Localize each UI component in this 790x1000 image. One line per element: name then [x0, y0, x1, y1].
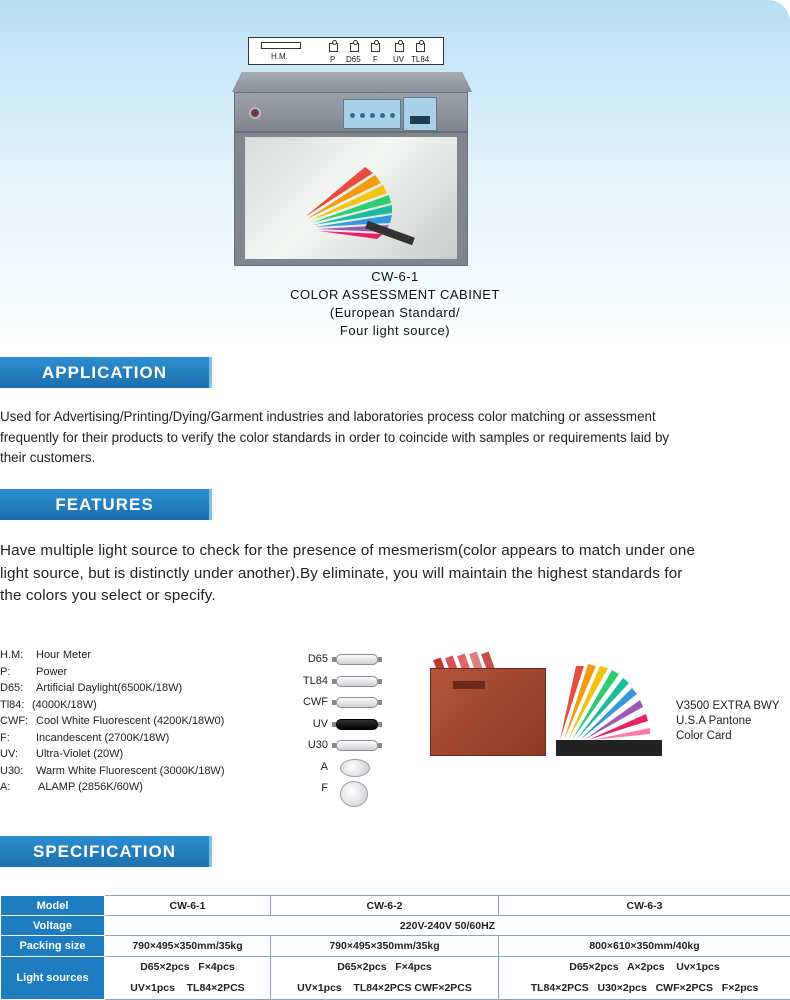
caption-model: CW-6-1 — [371, 269, 419, 284]
uv-tube-icon — [336, 719, 378, 730]
fluorescent-tube-icon — [336, 740, 378, 751]
color-fan-icon — [295, 157, 425, 247]
legend-value: Hour Meter — [36, 649, 92, 661]
features-line-1: Have multiple light source to check for the presence of mesmerism(color appears to match under one — [0, 542, 696, 559]
light-sources-line: D65×2pcs A×2pcs Uv×1pcs — [569, 961, 720, 973]
caption-line3: (European Standard/ — [329, 305, 461, 320]
lamp-label: U30 — [307, 739, 328, 751]
voltage-cell: 220V-240V 50/60HZ — [105, 916, 790, 936]
product-caption — [0, 268, 790, 340]
table-row — [1, 896, 790, 916]
lamp-row-u30 — [296, 736, 396, 758]
legend-row — [0, 765, 290, 782]
legend-row — [0, 748, 290, 765]
row-label-packing: Packing size — [1, 936, 105, 957]
packing-cell: 800×610×350mm/40kg — [499, 936, 790, 957]
panel-label-tl84: TL84 — [411, 55, 430, 64]
lamp-label: D65 — [307, 653, 328, 665]
fluorescent-tube-icon — [336, 654, 378, 665]
legend-key: U30: — [0, 764, 24, 777]
color-assessment-cabinet-image — [232, 72, 472, 270]
panel-button-uv — [395, 43, 404, 52]
hour-meter-box — [261, 42, 301, 49]
panel-button-d65 — [350, 43, 359, 52]
table-row — [1, 916, 790, 936]
panel-label-uv: UV — [393, 55, 405, 64]
legend-key: CWF: — [0, 715, 29, 727]
incandescent-bulb-icon — [340, 781, 368, 807]
legend-value: Warm White Fluorescent (3000K/18W) — [36, 764, 225, 777]
legend-row — [0, 715, 290, 732]
specification-heading: SPECIFICATION — [0, 836, 209, 867]
legend-value: Power — [36, 665, 68, 678]
row-label-model: Model — [1, 896, 105, 916]
application-line-2: frequently for their products to verify the color standards in order to coincide with samples or requirements laid by — [0, 429, 670, 445]
legend-value: (4000K/18W) — [32, 698, 97, 711]
lamp-row-uv — [296, 715, 396, 737]
cabinet-control-front — [234, 92, 468, 132]
legend-key: UV: — [0, 748, 18, 760]
lamp-row-tl84 — [296, 672, 396, 694]
panel-hm-label: H.M. — [271, 52, 288, 61]
panel-label-d65: D65 — [346, 55, 361, 64]
light-sources-cell — [271, 957, 499, 1000]
light-sources-line: TL84×2PCS U30×2pcs CWF×2PCS F×2pcs — [530, 982, 759, 994]
legend-row — [0, 682, 290, 699]
a-lamp-bulb-icon — [340, 759, 370, 777]
packing-cell: 790×495×350mm/35kg — [105, 936, 271, 957]
row-label-light-sources: Light sources — [1, 957, 105, 1000]
light-sources-line: D65×2pcs F×4pcs — [337, 961, 432, 973]
application-line-1: Used for Advertising/Printing/Dying/Garment industries and laboratories process color matching or assessment — [0, 409, 656, 424]
pantone-note-line-3: Color Card — [676, 729, 732, 742]
legend-row — [0, 649, 290, 666]
keypad-icon — [343, 99, 401, 129]
light-sources-line: UV×1pcs TL84×2PCS CWF×2PCS — [297, 982, 472, 994]
lamp-row-d65 — [296, 650, 396, 672]
color-specifier-book-icon — [430, 668, 546, 756]
light-sources-line: UV×1pcs TL84×2PCS — [130, 982, 245, 994]
caption-title: COLOR ASSESSMENT CABINET — [290, 287, 500, 302]
model-cell: CW-6-3 — [499, 896, 790, 916]
pantone-note-line-2: U.S.A Pantone — [676, 714, 752, 727]
features-line-2: light source, but is distinctly under another).By eliminate, you will maintain the highest standards for — [0, 564, 683, 582]
pantone-fan-deck-icon — [556, 658, 664, 756]
legend-key: H.M: — [0, 649, 24, 661]
legend-row — [0, 732, 290, 749]
pantone-note — [676, 699, 780, 743]
lamp-label: A — [320, 760, 328, 773]
control-panel-diagram — [248, 37, 444, 65]
specification-table — [0, 895, 790, 1000]
legend-value: Artificial Daylight(6500K/18W) — [36, 682, 183, 694]
fluorescent-tube-icon — [336, 697, 378, 708]
light-source-legend — [0, 649, 290, 798]
model-cell: CW-6-2 — [271, 896, 499, 916]
model-cell: CW-6-1 — [105, 896, 271, 916]
fluorescent-tube-icon — [336, 676, 378, 687]
table-row — [1, 957, 790, 1000]
light-sources-cell — [105, 957, 271, 1000]
features-heading: FEATURES — [0, 489, 209, 520]
caption-line4: Four light source) — [339, 323, 451, 338]
legend-key: D65: — [0, 682, 24, 694]
legend-key: F: — [0, 731, 10, 744]
application-heading: APPLICATION — [0, 357, 209, 388]
lamp-label: UV — [312, 717, 328, 730]
legend-key: P: — [0, 665, 11, 678]
cabinet-viewing-box — [234, 132, 468, 266]
panel-label-p: P — [330, 55, 336, 64]
light-sources-cell — [499, 957, 790, 1000]
lamp-row-f — [296, 779, 396, 807]
light-sources-line: D65×2pcs F×4pcs — [140, 961, 235, 973]
panel-button-p — [329, 43, 338, 52]
legend-key: A: — [0, 781, 11, 793]
application-line-3: their customers. — [0, 450, 96, 465]
cabinet-interior — [245, 137, 457, 259]
hour-meter-display-icon — [403, 97, 437, 131]
panel-button-f — [371, 43, 380, 52]
packing-cell: 790×495×350mm/35kg — [271, 936, 499, 957]
legend-value: Incandescent (2700K/18W) — [36, 731, 170, 744]
panel-button-tl84 — [416, 43, 425, 52]
legend-key: Tl84: — [0, 698, 25, 711]
lamp-label: TL84 — [302, 674, 328, 687]
lamp-list — [296, 650, 396, 807]
features-text — [0, 540, 695, 608]
power-knob-icon — [249, 107, 261, 119]
lamp-row-cwf — [296, 693, 396, 715]
lamp-label: CWF — [302, 696, 328, 708]
legend-value: ALAMP (2856K/60W) — [38, 781, 143, 793]
row-label-voltage: Voltage — [1, 916, 105, 936]
features-line-3: the colors you select or specify. — [0, 587, 216, 604]
lamp-row-a — [296, 758, 396, 780]
application-text — [0, 407, 669, 469]
legend-row — [0, 699, 290, 716]
panel-label-f: F — [373, 55, 378, 64]
legend-row — [0, 781, 290, 798]
legend-value: Cool White Fluorescent (4200K/18W0) — [36, 715, 225, 727]
legend-value: Ultra-Violet (20W) — [36, 748, 124, 760]
legend-row — [0, 666, 290, 683]
lamp-label: F — [321, 782, 328, 794]
cabinet-top — [232, 72, 472, 92]
table-row — [1, 936, 790, 957]
pantone-note-line-1: V3500 EXTRA BWY — [676, 700, 780, 712]
